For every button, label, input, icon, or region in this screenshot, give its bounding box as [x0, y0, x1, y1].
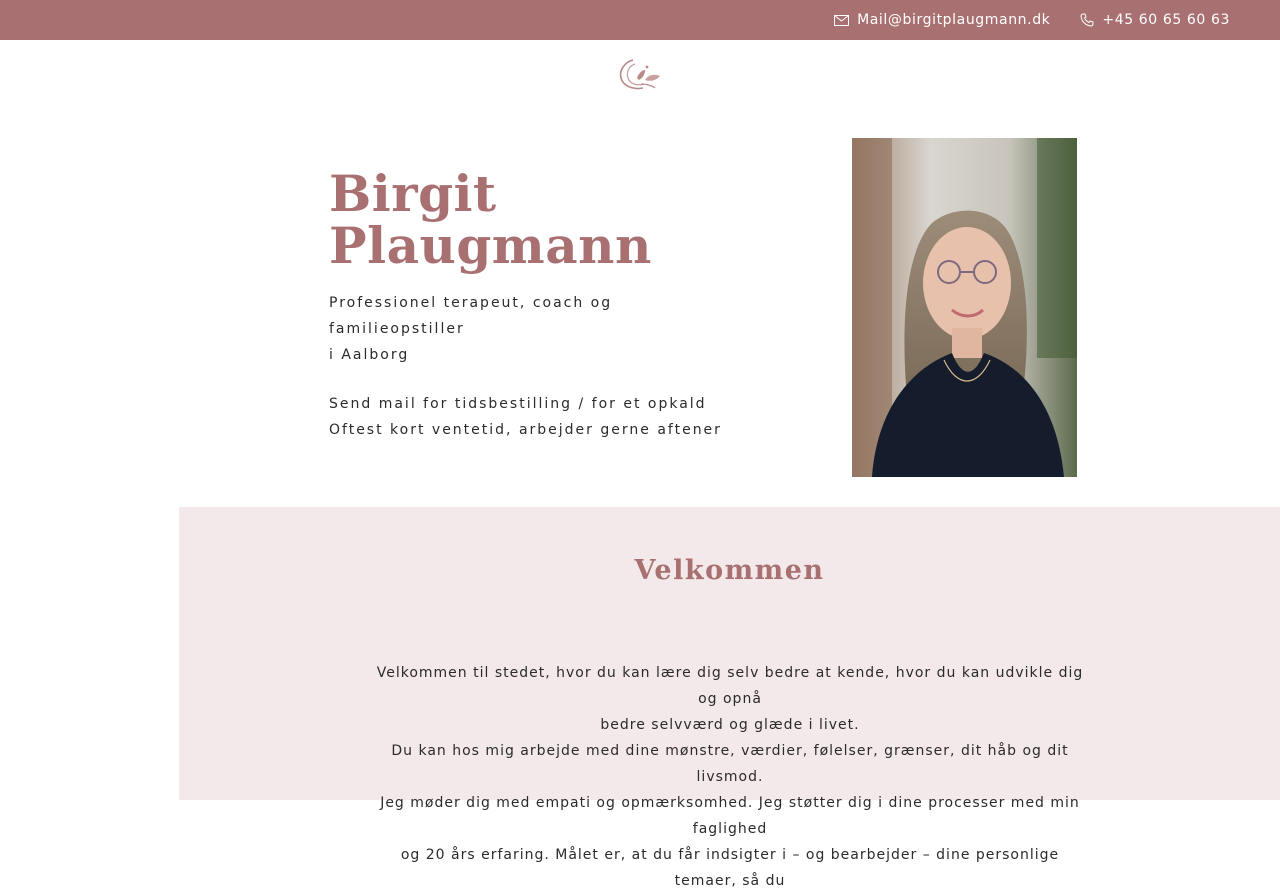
- portrait-photo-icon: [852, 138, 1077, 477]
- welcome-title: Velkommen: [634, 555, 825, 586]
- phone-link[interactable]: +45 60 65 60 63: [1102, 12, 1230, 28]
- welcome-line: bedre selvværd og glæde i livet.: [600, 717, 860, 733]
- top-contact-bar: [0, 0, 1280, 40]
- phone-contact[interactable]: [1080, 12, 1230, 28]
- email-link[interactable]: Mail@birgitplaugmann.dk: [857, 12, 1051, 28]
- subtitle-line: i Aalborg: [329, 347, 410, 363]
- booking-line: Send mail for tidsbestilling / for et opkald: [329, 396, 707, 412]
- welcome-section: [179, 507, 1280, 889]
- hero-first-name: Birgit: [329, 164, 497, 223]
- booking-info: [329, 391, 749, 443]
- welcome-line: og 20 års erfaring. Målet er, at du får indsigter i – og bearbejder – dine personlige temaer, så du: [400, 847, 1060, 889]
- subtitle-line: Professionel terapeut, coach og: [329, 295, 613, 311]
- booking-line: Oftest kort ventetid, arbejder gerne aftener: [329, 422, 722, 438]
- lotus-logo-icon[interactable]: [617, 56, 663, 92]
- hero-last-name: Plaugmann: [329, 216, 652, 275]
- mail-icon: [834, 15, 849, 26]
- email-contact[interactable]: [834, 12, 1050, 28]
- subtitle-line: familieopstiller: [329, 321, 465, 337]
- phone-icon: [1080, 13, 1094, 27]
- welcome-line: Du kan hos mig arbejde med dine mønstre, værdier, følelser, grænser, dit håb og dit livsmod.: [391, 743, 1069, 785]
- welcome-line: Velkommen til stedet, hvor du kan lære dig selv bedre at kende, hvor du kan udvikle dig og opnå: [376, 665, 1084, 707]
- hero-subtitle: [329, 290, 659, 368]
- hero-name: [329, 164, 652, 275]
- welcome-line: Jeg møder dig med empati og opmærksomhed. Jeg støtter dig i dine processer med min faglighed: [380, 795, 1080, 837]
- welcome-text: [374, 660, 1086, 894]
- portrait-photo: [852, 138, 1077, 477]
